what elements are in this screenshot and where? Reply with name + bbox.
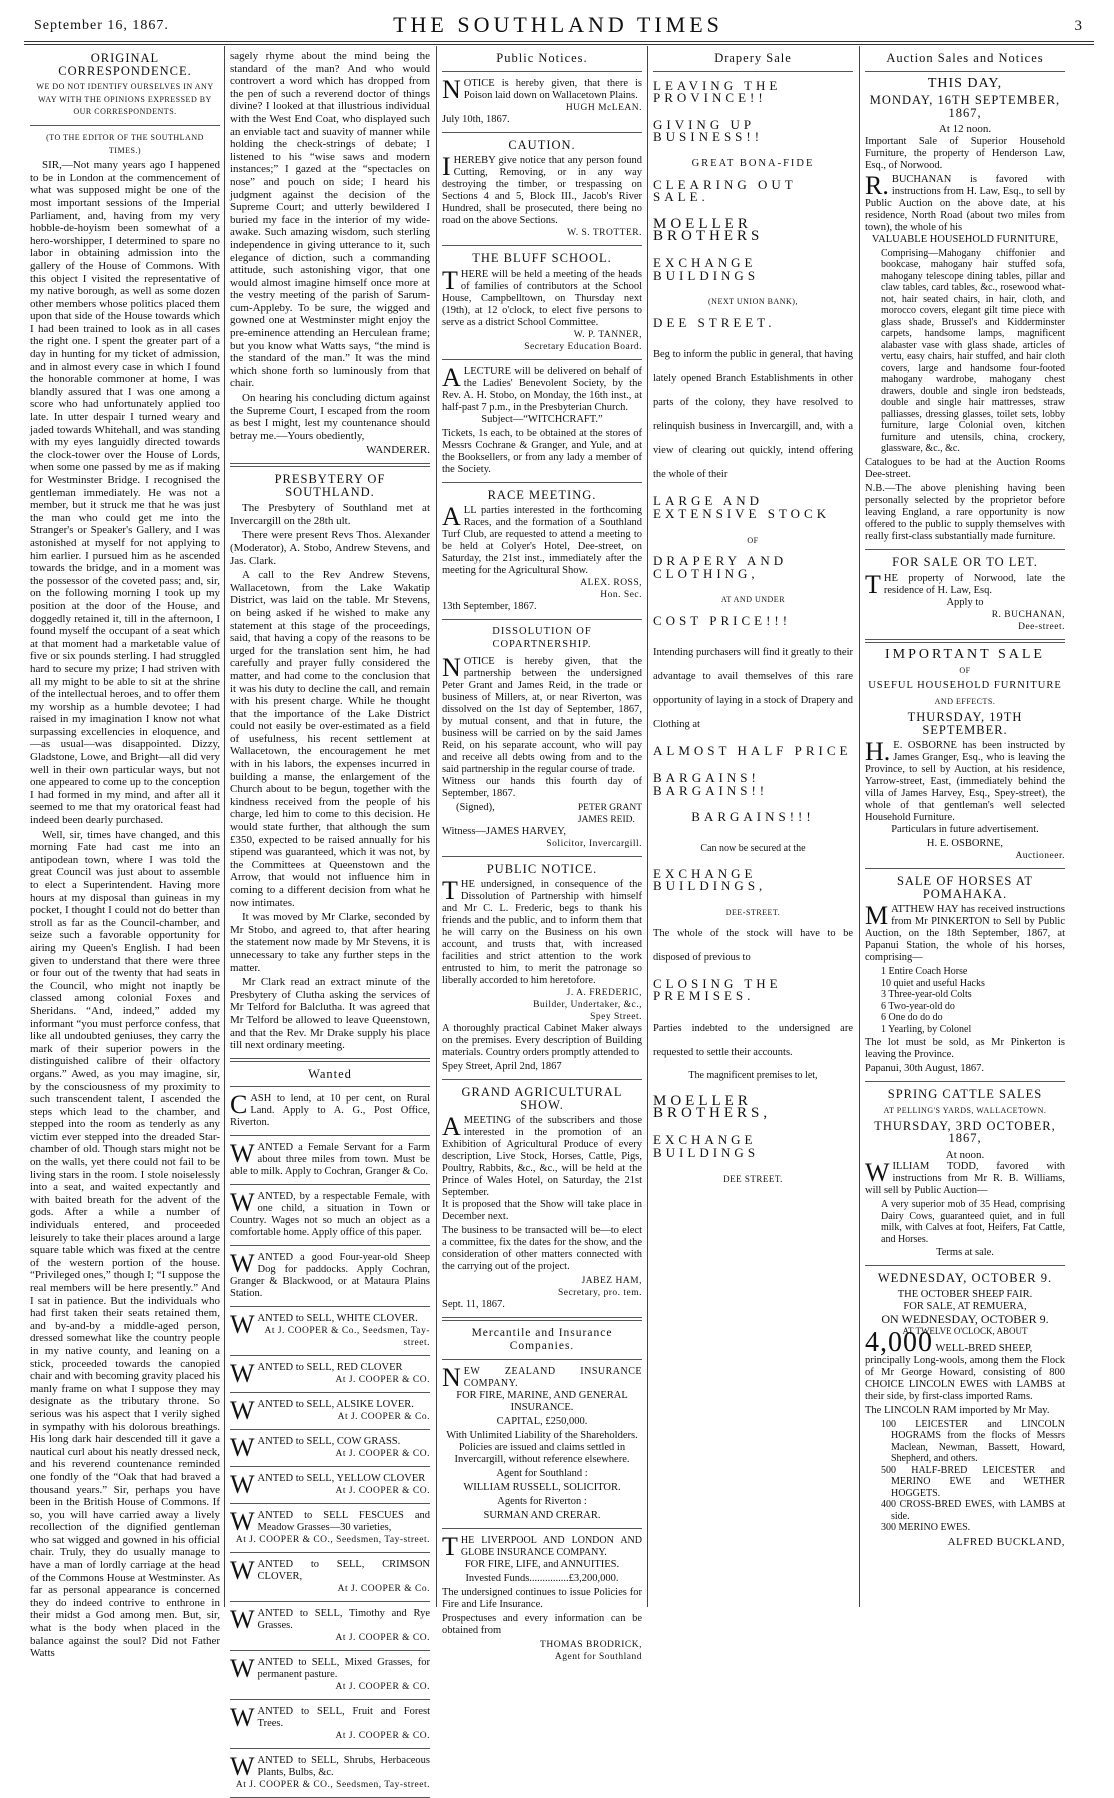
drapery-line: GREAT BONA-FIDE: [691, 157, 815, 169]
disclaimer: WE DO NOT IDENTIFY OURSELVES IN ANY WAY WITH THE OPINIONS EXPRESSED BY OUR CORRESPONDENTS.: [36, 82, 214, 117]
auction-time: At 12 noon.: [938, 123, 992, 136]
drop-cap: W: [230, 1139, 255, 1169]
divider: [865, 1081, 1065, 1082]
drop-cap: N: [442, 74, 461, 104]
auction-sheep-fair: THE OCTOBER SHEEP FAIR. FOR SALE, AT REMUERA, ON WEDNESDAY, OCTOBER 9. AT TWELVE O'CLOCK, ABOUT 4,000 WELL-BRED SHEEP, principally Long-wools, among them the Flock of Mr George Howard, consisting of 800 CHOICE LINCOLN EWES with LAMBS at their side, by first-class imported Rams. The LINCOLN RAM imported by Mr May. 100 LEICESTER and LINCOLN HOGRAMS from the flocks of Messrs Maclean, Newman, Bassett, Howard, Shepherd, and others. 500 HALF-BRED LEICESTER and MERINO EWE and WETHER HOGGETS. 400 CROSS-BRED EWES, with LAMBS at side. 300 MERINO EWES. ALFRED BUCKLAND,: [865, 1288, 1065, 1548]
divider: [230, 463, 430, 467]
drop-cap: W: [230, 1556, 255, 1586]
wanted-ad-text: ANTED, by a respectable Female, with one child, a situation in Town or Country. Wages not so much an object as a comfortable home. Apply office of this paper.: [230, 1191, 430, 1239]
section-heading: PRESBYTERY OF SOUTHLAND.: [274, 472, 386, 499]
wanted-ad: [230, 1090, 430, 1129]
list-item: 300 MERINO EWES.: [881, 1522, 971, 1534]
list-item: 100 LEICESTER and LINCOLN HOGRAMS from the flocks of Messrs Maclean, Newman, Bassett, Howard, Shepherd, and others.: [881, 1418, 1065, 1465]
list-item: 10 quiet and useful Hacks: [881, 977, 985, 989]
report-paragraph: It was moved by Mr Clarke, seconded by Mr Stobo, and agreed to, that after hearing the statement now made by Mr Stevens, it is unnecessary to take any further steps in the matter.: [230, 911, 430, 974]
wanted-ad: [230, 1654, 430, 1693]
wanted-ad-signature: At J. COOPER & CO., Seedsmen, Tay-street.: [235, 1780, 430, 1791]
notice-public: THE undersigned, in consequence of the Dissolution of Partnership with himself and Mr C. L. Frederic, begs to thank his friends and the public, and to inform them that he will carry on the Business on his own account, and trusts that, with increased facilities and strict attention to the work entrusted to him, to merit the patronage so liberally accorded to him heretofore. J. A. FREDERIC, Builder, Undertaker, &c., Spey Street. A thoroughly practical Cabinet Maker always on the premises. Every description of Building materials. Country orders promptly attended to Spey Street, April 2nd, 1867: [442, 876, 642, 1073]
section-heading: GRAND AGRICULTURAL SHOW.: [461, 1085, 623, 1112]
letter-paragraph: sagely rhyme about the mind being the standard of the man? And who would controvert a word which has dropped from the pen of such a reverend doctor of things divine? I looked at that illustrious individual with the West End Coat, who displayed such an enviable tact and suavity of manner while holding the check-strings of debate; I listened to his “wise saws and modern instances;” I gazed at the “spectacles on nose” and pouch on side; I heard his judgment against the decision of the Supreme Court; and utterly bewildered I buried my face in the interior of my wide-awake. Such amazing wisdom, such sterling independence in giving utterance to it, such elegance of diction, such a commanding attitude, such astonishing vigor, that one would almost imagine himself once more at the vestry meeting of the parish of Sarum-cum-Appleby. To be sure, the wigged and gowned one at Westminster might enjoy the pre-eminence attending an Herculean frame; but you know what Watts says, “the mind is the standard of the man.” It was the mind which shone forth so luminously from that chair.: [230, 50, 430, 390]
notice-race-meeting: ALL parties interested in the forthcoming Races, and the formation of a Southland Turf Club, are requested to attend a meeting to be held at Colyer's Hotel, Dee-street, on Saturday, the 21st inst., immediately after the meeting for the Agricultural Show. ALEX. ROSS, Hon. Sec. 13th September, 1867.: [442, 502, 642, 613]
drapery-line: DEE STREET.: [653, 314, 776, 330]
report-paragraph: A call to the Rev Andrew Stevens, Wallacetown, from the Lake Wakatip District, was laid on the table. Mr Stevens, on being asked if he wished to make any statement at this stage of the proceedings, said, that having a copy of the reasons to be urged for the translation sent him, he had carefully and prayer fully considered the matter, and had come to the conclusion that it was his duty to decline the call, and remain with his present charge. While he thought that the importance of the Lake District could not easily be over-estimated as a field of usefulness, his recent settlement at Wallacetown, the encouragement he met with in his labors, the expenses incurred in building a manse, the enlargement of the Church about to be begun, together with the kindness received from the people of his charge, led him to come to this decision. He would state further, that although the sum £350, expected to be raised annually for his stipend was guaranteed, which it was not, by the Committees at Queenstown and the Arrow, that would not influence him in coming to a different decision from what he now intimates.: [230, 569, 430, 909]
column-divider: [859, 46, 860, 1607]
divider: [442, 359, 642, 360]
drapery-line: DEE-STREET.: [725, 908, 781, 918]
drapery-body: The whole of the stock will have to be disposed of previous to: [653, 927, 853, 963]
wanted-ad: [230, 1507, 430, 1546]
column-divider: [436, 46, 437, 1607]
column-divider: [647, 46, 648, 1607]
drop-cap: T: [442, 265, 458, 295]
drapery-line: MOELLER BROTHERS: [653, 215, 764, 245]
wanted-ad-text: ANTED to SELL, WHITE CLOVER.: [257, 1313, 418, 1325]
ad-nz-insurance: NEW ZEALAND INSURANCE COMPANY. FOR FIRE, MARINE, AND GENERAL INSURANCE. CAPITAL, £250,000. With Unlimited Liability of the Shareholders. Policies are issued and claims settled in Invercargill, without reference elsewhere. Agent for Southland : WILLIAM RUSSELL, SOLICITOR. Agents for Riverton : SURMAN AND CRERAR.: [442, 1362, 642, 1521]
column-correspondence: [30, 50, 220, 1660]
report-paragraph: There were present Revs Thos. Alexander (Moderator), A. Stobo, Andrew Stevens, and Jas. Clark.: [230, 529, 430, 567]
drapery-line: ALMOST HALF PRICE: [653, 743, 852, 759]
wanted-ad: [230, 1310, 430, 1349]
divider: [865, 549, 1065, 550]
wanted-ad-signature: At J. COOPER & Co.: [337, 1584, 430, 1595]
list-item: 1 Entire Coach Horse: [881, 966, 968, 978]
section-heading: ORIGINAL CORRESPONDENCE.: [58, 51, 192, 78]
drapery-line: CLEARING OUT SALE.: [653, 176, 797, 205]
divider: [442, 132, 642, 133]
wanted-ad-text: ANTED a Female Servant for a Farm about three miles from town. Must be able to milk. Apply to Cochran, Granger & Co.: [230, 1142, 430, 1178]
divider: [230, 1058, 430, 1062]
auction-date: THURSDAY, 19TH SEPTEMBER.: [907, 709, 1023, 737]
wanted-ad: [230, 1470, 430, 1500]
drop-cap: N: [442, 1362, 461, 1392]
divider: [230, 1135, 430, 1136]
divider: [230, 1429, 430, 1430]
divider: [230, 1503, 430, 1504]
column-divider: [224, 46, 225, 1607]
auction-heading: SPRING CATTLE SALES: [887, 1087, 1043, 1102]
wanted-ad-text: ANTED to SELL, CRIMSON CLOVER,: [257, 1559, 430, 1583]
auction-cattle: WILLIAM TODD, favored with instructions from Mr R. B. Williams, will sell by Public Auction— A very superior mob of 35 Head, comprising Dairy Cows, guaranteed quiet, and in full milk, with Calves at foot, Heifers, Fat Cattle, and Horses. Terms at sale.: [865, 1158, 1065, 1259]
wanted-ad-signature: At J. COOPER & CO.: [335, 1682, 430, 1693]
wanted-ad-text: ANTED to SELL, Shrubs, Herbaceous Plants, Bulbs, &c.: [257, 1755, 430, 1779]
drapery-body: Beg to inform the public in general, that having lately opened Branch Establishments in other parts of the colony, they have resolved to relinquish business in Invercargill, and, with a view of clearing out quickly, intend offering the whole of their: [653, 349, 853, 481]
divider: [442, 245, 642, 246]
divider: [442, 1079, 642, 1080]
wanted-ad-signature: At J. COOPER & CO.: [335, 1633, 430, 1644]
wanted-ad: [230, 1703, 430, 1742]
section-heading: Wanted: [308, 1066, 352, 1081]
divider: [230, 1355, 430, 1356]
wanted-ad: [230, 1249, 430, 1300]
drapery-line: BARGAINS! BARGAINS!!: [653, 770, 769, 798]
divider: [865, 1265, 1065, 1266]
divider: [442, 856, 642, 857]
drop-cap: T: [865, 569, 881, 599]
drapery-line: LARGE AND EXTENSIVE STOCK: [653, 493, 831, 521]
drop-cap: I: [442, 152, 451, 182]
drapery-body: Parties indebted to the undersigned are requested to settle their accounts.: [653, 1022, 853, 1058]
wanted-ad-text: ANTED a good Four-year-old Sheep Dog for paddocks. Apply Cochran, Granger & Blackwood, or at Mataura Plains Station.: [230, 1252, 430, 1300]
column-drapery-sale: [653, 50, 853, 1609]
drop-cap: A: [442, 362, 461, 392]
wanted-ad-text: ANTED to SELL, Mixed Grasses, for permanent pasture.: [257, 1657, 430, 1681]
divider: [230, 1392, 430, 1393]
column-presbytery: [230, 50, 430, 1791]
section-heading: Auction Sales and Notices: [886, 51, 1044, 65]
divider: [230, 1748, 430, 1749]
divider: [442, 619, 642, 620]
notice-poison: NOTICE is hereby given, that there is Poison laid down on Wallacetown Plains. HUGH McLEAN. July 10th, 1867.: [442, 74, 642, 125]
drapery-body: Intending purchasers will find it greatly to their advantage to avail themselves of this rare opportunity of laying in a stock of Drapery and Clothing at: [653, 647, 853, 731]
letter-paragraph: Well, sir, times have changed, and this morning Fate had cast me into an antipodean town, where I was told the great Council was just about to assemble to elect a Superintendent. Having more hours at my disposal than guineas in my pocket, I thought I could not do better than stroll as far as the Council-chamber, and seize such a favorable opportunity for airing my Queen's English. I had been given to understand that there were three or four out of the twenty that had seats in the Council, who might not inaptly be classed among colonial Foxes and Sheridans. “And, indeed,” added my informant “you must perforce confess, that like all undoubted geniuses, they carry the mark of their superior powers in the distinguished calibre of their olfactory organs.” Awed, as you may imagine, sir, by the consciousness of my proximity to such transcendent talent, I ascended the steps which lead to the chamber, and stepped into the room as tenderly as any victim ever stepped into the dreaded Star-chamber of old. Though stars might not be on the walls, yet there could not fail to be living stars in the room. I stole noiselessly into a seat, and waited expectantly and with baited breath for the advent of the gods. After a while a number of individuals entered, and proceeded leisurely to take their places around a large square table which was fixed at the centre of the western portion of the house. “Privileged ones,” though I; “I suppose the real members will be here presently.” And I sat in patience. But the individuals who had first taken their seats retained them, and by-and-by a middle-aged person, dressed somewhat like the country people in my native county, and leaning on a stick, proceeded towards the canopied chair and with becoming gravity placed his manly frame on what I suppose they may designate as the tributary throne. So serious was his aspect that I verily sighed in sympathy with his dolorous breathings. His long dark hair descended till it gave a nautical curl about his neatly dressed neck, and his reverend countenance reminded one fondly of the “Oak that had braved a thousand years.” Sir, perhaps you have been in the British House of Commons. If so, you will have carried away a lively recollection of the dignified gentleman who sat wigged and gowned in his official chair. Truly, they do usually manage to have a man of lordly carriage at the head of the Commons House at Westminster. As far as personal appearance is concerned they do indeed contrive to enthrone in their midst a God among men. But, sir, what is the body when placed in the balance against the soul? Did not Father Watts: [30, 828, 220, 1660]
drop-cap: R.: [865, 170, 889, 200]
wanted-ad: [230, 1188, 430, 1239]
drapery-line: OF: [747, 535, 759, 545]
divider: [865, 868, 1065, 869]
section-heading: DISSOLUTION OF COPARTNERSHIP.: [492, 626, 592, 650]
drop-cap: W: [230, 1310, 255, 1340]
masthead: [28, 8, 1088, 36]
wanted-ad: [230, 1139, 430, 1178]
drop-cap: W: [230, 1470, 255, 1500]
divider: [230, 1184, 430, 1185]
divider: [230, 1650, 430, 1651]
drop-cap: C: [230, 1090, 248, 1120]
drop-cap: W: [230, 1703, 255, 1733]
auction-furniture-buchanan: Important Sale of Superior Household Furniture, the property of Henderson Law, Esq., of Norwood. R. BUCHANAN is favored with instructions from H. Law, Esq., to sell by Public Auction on the above date, at his residence, North Road (about two miles from town), the whole of his VALUABLE HOUSEHOLD FURNITURE, Comprising—Mahogany chiffonier and bookcase, mahogany hair stuffed sofa, mahogany telescope dining tables, pillar and claw tables, card tables, &c., rosewood what-not, hair seated chairs, in hair, cloth, and morocco covers, elegant gilt time piece with glass shade, Brussel's and Kidderminster carpets, handsome lamps, magnificent alabaster vase with glass shade, articles of vertu, easy chairs, hair stuffed, and hair cloth covers, large and handsome four-footed mahogany wardrobe, mahogany chest drawers, double and single iron bedsteads, double and single hair mattresses, straw palliasses, dressing glasses, toilet sets, lobby furniture, large Colonial oven, kitchen furniture and utensils, china, crockery, glassware, &c., &c. Catalogues to be had at the Auction Rooms Dee-street. N.B.—The above plenishing having been personally selected by the proprietor before leaving England, a rare opportunity is now offered to the public to supply themselves with really first-class substantially made furniture.: [865, 135, 1065, 542]
wanted-ad-text: ANTED to SELL FESCUES and Meadow Grasses—30 varieties,: [257, 1510, 430, 1534]
drapery-line: EXCHANGE BUILDINGS,: [653, 865, 767, 894]
page-number: 3: [1074, 18, 1082, 34]
to-editor: (TO THE EDITOR OF THE SOUTHLAND TIMES.): [46, 132, 204, 155]
drop-cap: A: [442, 502, 461, 532]
divider: [30, 125, 220, 126]
wanted-ad-signature: At J. COOPER & CO.: [335, 1449, 430, 1460]
newspaper-title: THE SOUTHLAND TIMES: [393, 12, 723, 37]
masthead-rule: [24, 41, 1094, 42]
divider: [230, 1245, 430, 1246]
drop-cap: W: [865, 1158, 890, 1188]
drapery-line: MOELLER BROTHERS,: [653, 1092, 772, 1122]
drop-cap: W: [230, 1396, 255, 1426]
drop-cap: T: [442, 876, 458, 906]
list-item: 6 Two-year-old do: [881, 1000, 955, 1012]
wanted-ad-text: ANTED to SELL, Fruit and Forest Trees.: [257, 1706, 430, 1730]
drop-cap: M: [865, 901, 889, 931]
section-heading: Drapery Sale: [714, 51, 792, 65]
sheep-count: 4,000: [865, 1326, 933, 1358]
divider: [865, 639, 1065, 643]
divider: [230, 1552, 430, 1553]
auction-osborne: H. E. OSBORNE has been instructed by James Granger, Esq., who is leaving the Province, to sell by Auction, at his residence, Yarrow-street, East, (immediately behind the villa of James Harvey, Esq., Spey-street), the whole of that gentleman's well selected Household Furniture. Particulars in future advertisement. H. E. OSBORNE, Auctioneer.: [865, 737, 1065, 862]
auction-horses: MATTHEW HAY has received instructions from Mr PINKERTON to Sell by Public Auction, on the 18th September, 1867, at Papanui Station, the whole of his horses, comprising— 1 Entire Coach Horse 10 quiet and useful Hacks 3 Three-year-old Colts 6 Two-year-old do 6 One do do do 1 Yearling, by Colonel The lot must be sold, as Mr Pinkerton is leaving the Province. Papanui, 30th August, 1867.: [865, 901, 1065, 1075]
letter-paragraph: On hearing his concluding dictum against the Supreme Court, I escaped from the room as best I might, lest my countenance should betray me.—Yours obediently,: [230, 392, 430, 442]
report-paragraph: The Presbytery of Southland met at Invercargill on the 28th ult.: [230, 502, 430, 527]
wanted-ad: [230, 1752, 430, 1791]
drop-cap: W: [230, 1605, 255, 1635]
issue-date: September 16, 1867.: [34, 18, 169, 33]
column-public-notices: [442, 50, 642, 1662]
report-paragraph: Mr Clark read an extract minute of the Presbytery of Clutha asking the services of Mr Telford for Balclutha. It was agreed that Mr Telford be allowed to leave Queenstown, and that the Rev. Mr Drake supply his place till next ordinary meeting.: [230, 976, 430, 1052]
drop-cap: N: [442, 652, 461, 682]
auction-heading: SALE OF HORSES AT POMAHAKA.: [896, 874, 1034, 901]
divider: [230, 1306, 430, 1307]
drop-cap: W: [230, 1359, 255, 1389]
auction-heading: THIS DAY,: [927, 75, 1003, 91]
masthead-rule-2: [24, 44, 1094, 45]
wanted-ad: [230, 1359, 430, 1389]
wanted-ad: [230, 1605, 430, 1644]
drapery-body: Can now be secured at the: [700, 842, 806, 854]
drop-cap: W: [230, 1188, 255, 1218]
drapery-line: COST PRICE!!!: [653, 612, 792, 628]
drapery-line: AT AND UNDER: [720, 595, 786, 605]
wanted-ads: [230, 1090, 430, 1798]
drop-cap: A: [442, 1112, 461, 1142]
auction-heading: FOR SALE OR TO LET.: [892, 554, 1038, 569]
drop-cap: W: [230, 1249, 255, 1279]
auction-date: MONDAY, 16TH SEPTEMBER, 1867,: [869, 93, 1061, 120]
auction-heading: WEDNESDAY, OCTOBER 9.: [877, 1271, 1053, 1286]
list-item: 500 HALF-BRED LEICESTER and MERINO EWE and WETHER HOGGETS.: [881, 1464, 1065, 1499]
section-heading: PUBLIC NOTICE.: [486, 861, 598, 876]
letter-signature: WANDERER.: [366, 444, 430, 457]
ad-norwood-property: THE property of Norwood, late the residence of H. Law, Esq. Apply to R. BUCHANAN, Dee-street.: [865, 569, 1065, 632]
drapery-line: EXCHANGE BUILDINGS: [653, 1132, 760, 1160]
divider: [442, 1317, 642, 1321]
notice-caution: IHEREBY give notice that any person found Cutting, Removing, or in any way destroying the timber, or trespassing on Sections 4 and 5, Block III., Jacob's River Hundred, shall be prosecuted, there being no road on the above Sections. W. S. TROTTER.: [442, 152, 642, 239]
divider: [865, 71, 1065, 72]
divider: [442, 1359, 642, 1360]
wanted-ad-signature: At J. COOPER & CO.: [335, 1731, 430, 1742]
section-heading: THE BLUFF SCHOOL.: [472, 251, 612, 266]
wanted-ad-text: ANTED to SELL, Timothy and Rye Grasses.: [257, 1608, 430, 1632]
ad-liverpool-insurance: THE LIVERPOOL AND LONDON AND GLOBE INSURANCE COMPANY. FOR FIRE, LIFE, and ANNUITIES. Invested Funds...............£3,200,000. The undersigned continues to issue Policies for Fire and Life Insurance. Prospectuses and every information can be obtained from THOMAS BRODRICK, Agent for Southland: [442, 1531, 642, 1662]
wanted-ad-text: ANTED to SELL, COW GRASS.: [257, 1436, 401, 1448]
wanted-ad-text: ANTED to SELL, RED CLOVER: [257, 1362, 403, 1374]
divider: [442, 71, 642, 72]
section-heading: Public Notices.: [496, 51, 588, 65]
drop-cap: W: [230, 1752, 255, 1782]
section-heading: CAUTION.: [508, 137, 576, 152]
wanted-ad: [230, 1433, 430, 1463]
divider: [230, 1086, 430, 1087]
auction-heading: IMPORTANT SALE: [885, 646, 1045, 662]
auction-date: THURSDAY, 3RD OCTOBER, 1867,: [874, 1118, 1056, 1146]
drop-cap: W: [230, 1654, 255, 1684]
drapery-line: BARGAINS!!!: [691, 809, 815, 825]
section-heading: Mercantile and Insurance Companies.: [471, 1327, 613, 1352]
divider: [442, 482, 642, 483]
list-item: 400 CROSS-BRED EWES, with LAMBS at side.: [881, 1499, 1065, 1522]
wanted-ad-signature: At J. COOPER & CO.: [335, 1486, 430, 1497]
drapery-line: LEAVING THE PROVINCE!!: [653, 77, 782, 106]
divider: [442, 1528, 642, 1529]
divider: [230, 1699, 430, 1700]
drapery-line: DRAPERY AND CLOTHING,: [653, 553, 788, 581]
wanted-ad-text: ASH to lend, at 10 per cent, on Rural Land. Apply to A. G., Post Office, Riverton.: [230, 1093, 430, 1129]
list-item: 1 Yearling, by Colonel: [881, 1023, 972, 1035]
drapery-line: (NEXT UNION BANK),: [708, 297, 798, 307]
drop-cap: W: [230, 1433, 255, 1463]
letter-paragraph: SIR,—Not many years ago I happened to be in London at the commencement of what was supposed might be one of the most important sessions of the Imperial Parliament, and, having from my very hobble-de-hoyism been somewhat of a hero-worshipper, I determined to spare no labor in obtaining admission into the gallery of the House of Commons. With this object I visited the representative of my native borough, as well as some dozen other members whose politics placed them upon that side of the House towards which I had been trained to look as in all cases the right one. I spent the greater part of a day in hunting for my ticket of admission, and in almost every case in which I found the honorable commoner at home, I was blandly assured that I was one among a score who had unfortunately applied too late. In utter despair I turned weary and jaded towards Whitehall, and was standing with my eyes languidly directed towards the clock-tower over the House of Lords, when some one passed by me as if making for Westminster Bridge. I recognised the gentleman immediately. He was not a member, but it struck me that he was just the man who could get me into the Stranger's or Speaker's Gallery, and I was astonished at myself for not applying to him earlier. I pursued him as he ascended towards the bridge, and in a moment was the possessor of the coveted pass; and, sir, on the following morning I took up my position at the door of the House, and doggedly retained it, till in the afternoon, I found myself the occupant of a seat which at that moment had a marketable value of five or six pounds sterling. I had struggled hard to secure my prize; I had striven with all my might to be able to sit at the shrine of the intellectual heroes, and to offer them my worship as a humble devotee; I had raised in my imagination I know not what surpassing excellencies in eloquence, and—as usual—was disappointed. Dizzy, Gladstone, Lowe, and Bright—all did very well in their own particular ways, but not one appeared to come up to the conception I had formed in my mind, and after all it seemed to me that my oratorical feast had indeed been dearly purchased.: [30, 159, 220, 827]
section-heading: RACE MEETING.: [487, 487, 597, 502]
wanted-ad-text: ANTED to SELL, YELLOW CLOVER: [257, 1473, 426, 1485]
notice-dissolution: NOTICE is hereby given, that the partnership between the undersigned Peter Grant and James Reid, in the trade or business of Millers, at, or near Riverton, was dissolved on the 1st day of September, 1867, by mutual consent, and that in future, the business will be carried on by the said James Reid, on his separate account, who will pay and receive all debts owing from and to the said partnership in the regular course of trade. Witness our hands this fourth day of September, 1867. (Signed), PETER GRANT JAMES REID. Witness—JAMES HARVEY, Solicitor, Invercargill.: [442, 652, 642, 849]
drapery-line: DEE STREET.: [723, 1174, 783, 1185]
drop-cap: W: [230, 1507, 255, 1537]
wanted-ad: [230, 1396, 430, 1426]
divider: [230, 1601, 430, 1602]
drop-cap: H.: [865, 737, 891, 767]
notice-agricultural-show: AMEETING of the subscribers and those interested in the promotion of an Exhibition of Agricultural Produce of every description, Live Stock, Horses, Cattle, Pigs, Poultry, Rabbits, &c., &c., will be held at the Prince of Wales Hotel, on Saturday, the 21st September. It is proposed that the Show will take place in December next. The business to be transacted will be—to elect a committee, fix the dates for the show, and the consideration of other matters connected with the carrying out of the project. JABEZ HAM, Secretary, pro. tem. Sept. 11, 1867.: [442, 1112, 642, 1311]
wanted-ad-signature: At J. COOPER & CO.: [335, 1375, 430, 1386]
list-item: 3 Three-year-old Colts: [881, 989, 972, 1001]
drapery-line: GIVING UP BUSINESS!!: [653, 116, 764, 145]
wanted-ad-signature: At J. COOPER & CO., Seedsmen, Tay-street.: [235, 1535, 430, 1546]
drapery-line: EXCHANGE BUILDINGS: [653, 254, 760, 283]
notice-lecture: ALECTURE will be delivered on behalf of the Ladies' Benevolent Society, by the Rev. A. H. Stobo, on Monday, the 16th inst., at half-past 7 p.m., in the Presbyterian Church. Subject—“WITCHCRAFT.” Tickets, 1s each, to be obtained at the stores of Messrs Cochrane & Granger, and Yule, and at the Booksellers, or from any lady a member of the Society.: [442, 362, 642, 475]
column-auction-sales: Auction Sales and Notices THIS DAY, MONDAY, 16TH SEPTEMBER, 1867, At 12 noon. Important Sale of Superior Household Furniture, the property of Henderson Law, Esq., of Norwood. R. BUCHANAN is favored with instructions from H. Law, Esq., to sell by Public Auction on the above date, at his residence, North Road (about two miles from town), the whole of his VALUABLE HOUSEHOLD FURNITURE, Comprising—Mahogany chiffonier and bookcase, mahogany hair stuffed sofa, mahogany telescope dining tables, pillar and claw tables, card tables, &c., rosewood what-not, hair seated chairs, in hair, cloth, and morocco covers, elegant gilt time piece with glass shade, Brussel's and Kidderminster carpets, handsome lamps, magnificent alabaster vase with glass shade, articles of vertu, easy chairs, hair stuffed, and hair cloth covers, large and handsome four-footed mahogany wardrobe, mahogany chest drawers, double and single iron bedsteads, double and single hair mattresses, straw palliasses, dressing glasses, toilet sets, lobby furniture, large Colonial oven, kitchen furniture and utensils, china, crockery, glassware, &c., &c. Catalogues to be had at the Auction Rooms Dee-street. N.B.—The above plenishing having been personally selected by the proprietor before leaving England, a rare opportunity is now offered to the public to supply themselves with really first-class substantially made furniture. FOR SALE OR TO LET. THE property of Norwood, late the residence of H. Law, Esq. Apply to R. BUCHANAN, Dee-street. IMPORTANT SALE OF USEFUL HOUSEHOLD FURNITURE AND EFFECTS. THURSDAY, 19TH SEPTEMBER. H. E. OSBORNE has been instructed by James Granger, Esq., who is leaving the Province, to sell by Auction, at his residence, Yarrow-street, East, (immediately behind the villa of James Harvey, Esq., Spey-street), the whole of that gentleman's well selected Household Furniture. Particulars in future advertisement. H. E. OSBORNE, Auctioneer. SALE OF HORSES AT POMAHAKA. MATTHEW HAY has received instructions from Mr PINKERTON to Sell by Public Auction, on the 18th September, 1867, at Papanui Station, the whole of his horses, comprising— 1 Entire Coach Horse 10 quiet and useful Hacks 3 Three-year-old Colts 6 Two-year-old do 6 One do do do 1 Yearling, by Colonel The lot must be sold, as Mr Pinkerton is leaving the Province. Papanui, 30th August, 1867. SPRING CATTLE SALES AT PELLING'S YARDS, WALLACETOWN. THURSDAY, 3RD OCTOBER, 1867, At noon. WILLIAM TODD, favored with instructions from Mr R. B. Williams, will sell by Public Auction— A very superior mob of 35 Head, comprising Dairy Cows, guaranteed quiet, and in full milk, with Calves at foot, Heifers, Fat Cattle, and Horses. Terms at sale. WEDNESDAY, OCTOBER 9. THE OCTOBER SHEEP FAIR. FOR SALE, AT REMUERA, ON WEDNESDAY, OCTOBER 9. AT TWELVE O'CLOCK, ABOUT 4,000 WELL-BRED SHEEP, principally Long-wools, among them the Flock of Mr George Howard, consisting of 800 CHOICE LINCOLN EWES with LAMBS at their side, by first-class imported Rams. The LINCOLN RAM imported by Mr May. 100 LEICESTER and LINCOLN HOGRAMS from the flocks of Messrs Maclean, Newman, Bassett, Howard, Shepherd, and others. 500 HALF-BRED LEICESTER and MERINO EWE and WETHER HOGGETS. 400 CROSS-BRED EWES, with LAMBS at side. 300 MERINO EWES. ALFRED BUCKLAND,: [865, 51, 1065, 1548]
wanted-ad-signature: At J. COOPER & Co.: [337, 1412, 430, 1423]
list-item: 6 One do do do: [881, 1012, 943, 1024]
drapery-body: The magnificent premises to let,: [688, 1069, 818, 1081]
wanted-ad-text: ANTED to SELL, ALSIKE LOVER.: [257, 1399, 414, 1411]
drop-cap: T: [442, 1531, 458, 1561]
wanted-ad-signature: At J. COOPER & Co., Seedsmen, Tay-street.: [264, 1326, 430, 1349]
drapery-line: CLOSING THE PREMISES.: [653, 975, 782, 1004]
divider: [230, 1466, 430, 1467]
notice-bluff-school: THERE will be held a meeting of the heads of families of contributors at the School House, Campbelltown, on Thursday next (19th), at 12 o'clock, to elect five persons to serve as a district School Committee. W. P. TANNER, Secretary Education Board.: [442, 265, 642, 352]
divider: [653, 71, 853, 72]
wanted-ad: [230, 1556, 430, 1595]
